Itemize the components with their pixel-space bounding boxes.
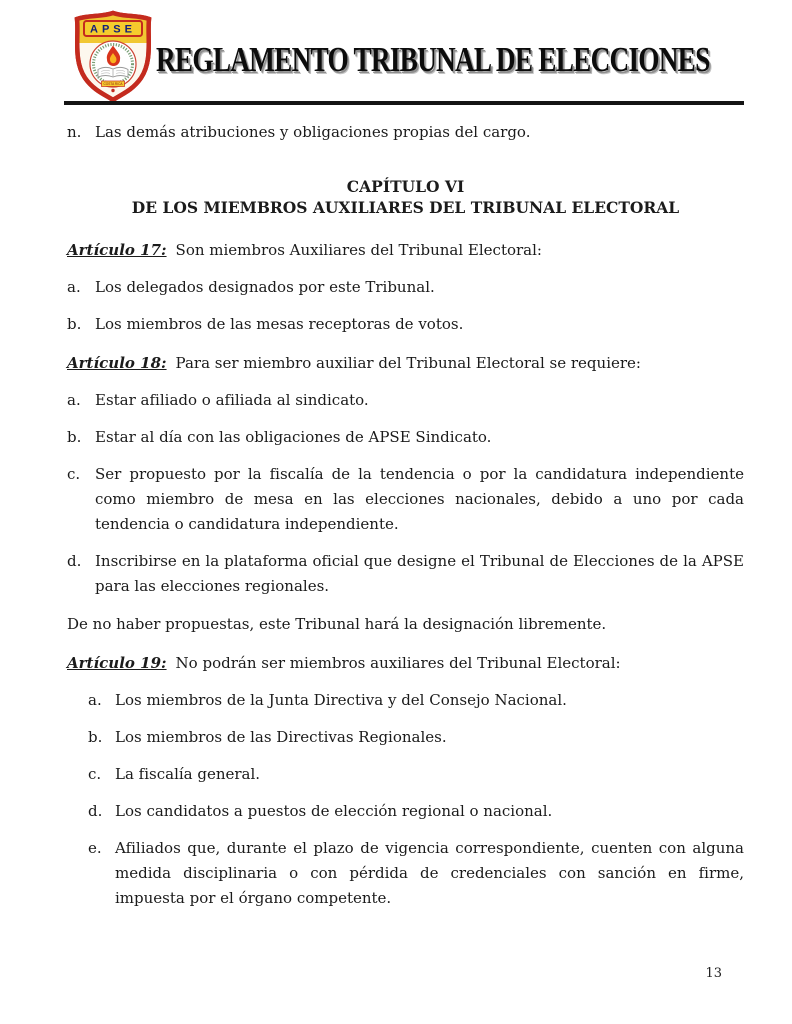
list-item [88,836,744,911]
article-19-label: Artículo 19: [67,654,167,672]
list-item-n [67,120,744,145]
list-item [88,725,744,750]
list-item-label: d. [67,552,82,570]
list-item-text: La fiscalía general. [115,765,261,783]
list-item-text: Estar al día con las obligaciones de APSE Sindicato. [95,428,492,446]
chapter-title: CAPÍTULO VI [346,177,465,196]
list-item-text: Ser propuesto por la fiscalía de la tendencia o por la candidatura independiente como miembro de mesa en las elecciones nacionales, debido a uno por cada tendencia o candidatura independiente. [95,465,744,533]
list-item-text: Las demás atribuciones y obligaciones propias del cargo. [95,123,531,141]
page-number: 13 [705,966,722,981]
list-item [67,549,744,599]
list-item [67,425,744,450]
list-item-text: Afiliados que, durante el plazo de vigencia correspondiente, cuenten con alguna medida disciplinaria o con pérdida de credenciales con sanción en firme, impuesta por el órgano competente. [115,839,744,907]
list-item-text: Los candidatos a puestos de elección regional o nacional. [115,802,553,820]
apse-logo [68,8,158,104]
chapter-heading [67,176,744,218]
paragraph-note: De no haber propuestas, este Tribunal hará la designación libremente. [67,615,607,633]
logo-acronym-text: APSE [90,23,136,36]
list-item [67,388,744,413]
list-item-label: a. [67,278,81,296]
list-item [67,275,744,300]
article-18-intro [67,351,744,376]
article-18-intro-text: Para ser miembro auxiliar del Tribunal Electoral se requiere: [175,354,641,372]
list-item-label: c. [67,465,81,483]
article-19-intro [67,651,744,676]
list-item-label: e. [88,839,102,857]
list-item-label: n. [67,123,82,141]
list-item [88,688,744,713]
document-body [0,120,792,911]
list-item [88,762,744,787]
list-item-label: d. [88,802,103,820]
article-17-intro [67,238,744,263]
chapter-subtitle: DE LOS MIEMBROS AUXILIARES DEL TRIBUNAL ELECTORAL [131,198,680,217]
list-item-text: Los miembros de las Directivas Regionales. [115,728,447,746]
list-item [67,462,744,537]
list-item-label: b. [88,728,103,746]
page-header [0,0,792,107]
article-18-label: Artículo 18: [67,354,167,372]
list-item-label: b. [67,428,82,446]
article-17-intro-text: Son miembros Auxiliares del Tribunal Electoral: [175,241,542,259]
list-item-text: Los miembros de la Junta Directiva y del Consejo Nacional. [115,691,567,709]
list-item-label: c. [88,765,102,783]
list-item [88,799,744,824]
list-item-text: Inscribirse en la plataforma oficial que designe el Tribunal de Elecciones de la APSE para las elecciones regionales. [95,552,744,595]
article-17-label: Artículo 17: [67,241,167,259]
logo-country-text: COSTA RICA [103,82,123,87]
list-item-label: a. [67,391,81,409]
list-item-text: Los delegados designados por este Tribunal. [95,278,435,296]
document-title: REGLAMENTO TRIBUNAL DE ELECCIONES [156,40,710,79]
list-item-label: a. [88,691,102,709]
list-item-label: b. [67,315,82,333]
list-item-text: Los miembros de las mesas receptoras de votos. [95,315,464,333]
article-19-intro-text: No podrán ser miembros auxiliares del Tribunal Electoral: [175,654,621,672]
list-item [67,312,744,337]
header-divider [64,101,744,105]
list-item-text: Estar afiliado o afiliada al sindicato. [95,391,369,409]
